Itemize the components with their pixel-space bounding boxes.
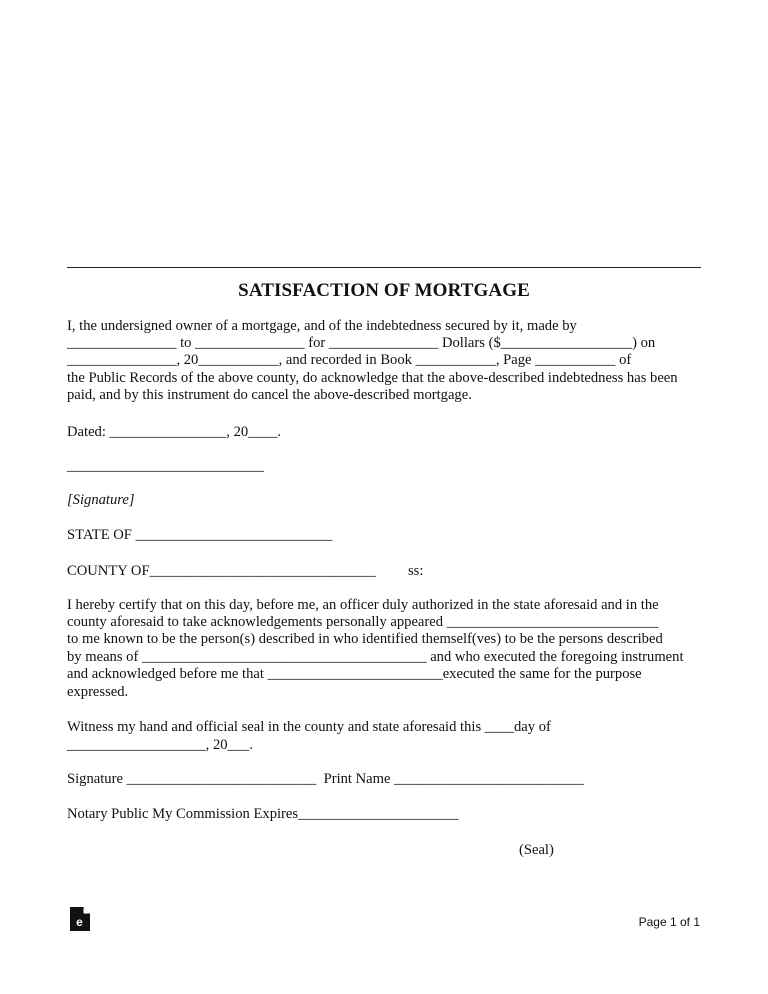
intro-line: the Public Records of the above county, do acknowledge that the above-described indebtedness has been: [67, 370, 678, 386]
seal-label: (Seal): [519, 842, 554, 858]
intro-line: _______________ to _______________ for _______________ Dollars ($__________________) on: [67, 335, 656, 351]
witness-line: ___________________, 20___.: [67, 737, 254, 753]
header-rule: [67, 267, 701, 268]
witness-line: Witness my hand and official seal in the county and state aforesaid this ____day of: [67, 719, 551, 735]
certify-line: and acknowledged before me that ________________________executed the same for the purpose: [67, 666, 642, 682]
intro-line: paid, and by this instrument do cancel the above-described mortgage.: [67, 387, 472, 403]
document-title: SATISFACTION OF MORTGAGE: [238, 280, 530, 301]
eforms-logo-icon: [68, 906, 92, 932]
intro-line: _______________, 20___________, and recorded in Book ___________, Page ___________ of: [67, 352, 632, 368]
certify-line: expressed.: [67, 684, 129, 700]
certify-line: by means of _______________________________________ and who executed the foregoing instrument: [67, 649, 684, 665]
state-of-line: STATE OF ___________________________: [67, 527, 333, 543]
certify-line: to me known to be the person(s) described in who identified themself(ves) to be the persons described: [67, 631, 663, 647]
certify-line: county aforesaid to take acknowledgements personally appeared _____________________________: [67, 614, 659, 630]
signature-print-line: Signature __________________________ Print Name __________________________: [67, 771, 584, 787]
dated-line: Dated: ________________, 20____.: [67, 424, 282, 440]
ss-label: ss:: [408, 563, 424, 579]
page-number: Page 1 of 1: [638, 915, 700, 929]
certify-line: I hereby certify that on this day, before me, an officer duly authorized in the state aforesaid and in the: [67, 597, 659, 613]
signature-label: [Signature]: [67, 492, 135, 508]
signature-blank: ___________________________: [67, 458, 265, 474]
svg-text:e: e: [76, 915, 83, 929]
county-of-line: COUNTY OF_______________________________: [67, 563, 376, 579]
intro-line: I, the undersigned owner of a mortgage, and of the indebtedness secured by it, made by: [67, 318, 577, 334]
notary-line: Notary Public My Commission Expires______________________: [67, 806, 459, 822]
